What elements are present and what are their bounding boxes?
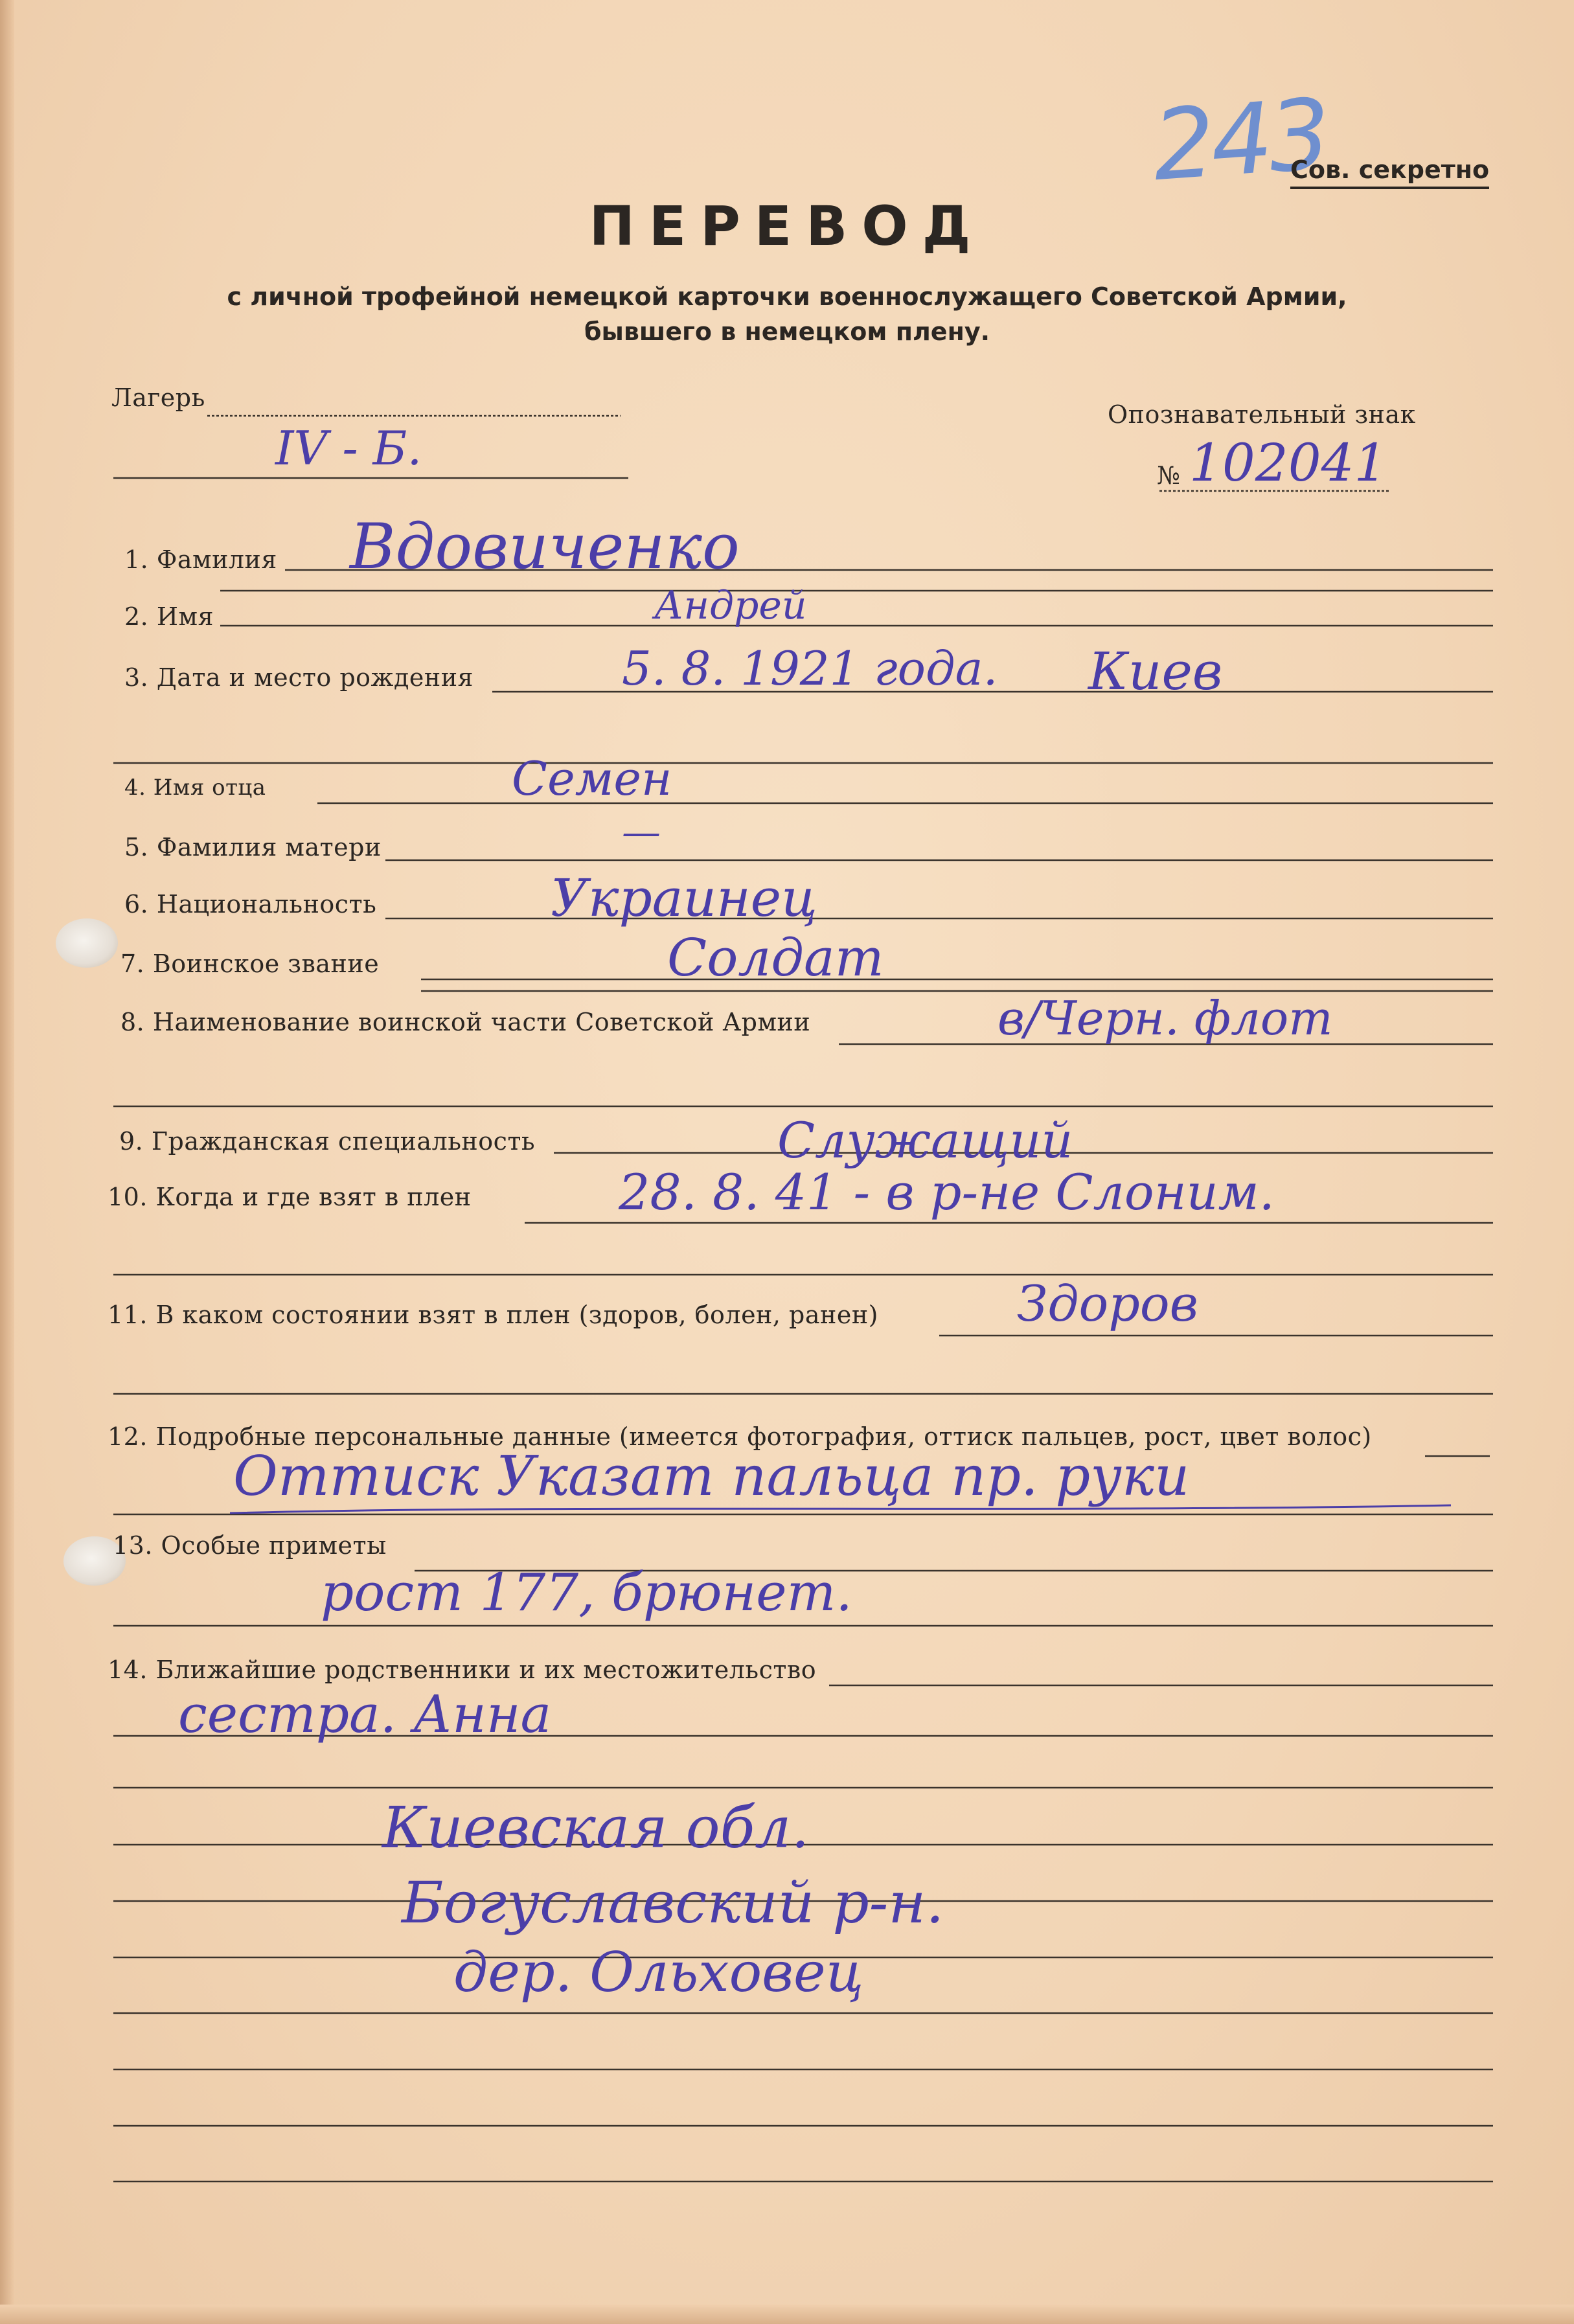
field-label-first-name: 2. Имя <box>124 602 214 631</box>
subtitle-line-2: бывшего в немецком плену. <box>584 317 990 346</box>
value-birth-date: 5. 8. 1921 года. <box>622 641 998 696</box>
field-label-mother-surname: 5. Фамилия матери <box>124 833 382 861</box>
field-label-personal-data: 12. Подробные персональные данные (имеется фотография, оттиск пальцев, рост, цвет волос) <box>108 1422 1372 1451</box>
address-line-2: Богуславский р-н. <box>402 1869 944 1936</box>
field-label-features: 13. Особые приметы <box>113 1531 387 1560</box>
document-title: ПЕРЕВОД <box>589 194 985 258</box>
value-nationality: Украинец <box>551 868 817 928</box>
value-profession: Служащий <box>777 1111 1073 1169</box>
value-condition: Здоров <box>1017 1275 1198 1332</box>
value-birth-place: Киев <box>1088 641 1223 701</box>
value-rank: Солдат <box>667 928 884 988</box>
field-label-nationality: 6. Национальность <box>124 890 377 918</box>
value-first-name: Андрей <box>654 583 807 628</box>
address-line-1: Киевская обл. <box>382 1794 810 1861</box>
field-label-relatives: 14. Ближайшие родственники и их местожительство <box>108 1656 817 1684</box>
value-unit: в/Черн. флот <box>998 991 1333 1045</box>
id-number-prefix: № <box>1157 461 1181 490</box>
field-label-birth: 3. Дата и место рождения <box>124 663 474 692</box>
field-label-condition: 11. В каком состоянии взят в плен (здоров, болен, ранен) <box>108 1301 878 1329</box>
value-surname: Вдовиченко <box>350 510 740 583</box>
id-tag-label: Опознавательный знак <box>1108 400 1416 429</box>
camp-value: IV - Б. <box>275 421 422 475</box>
value-mother-surname: — <box>622 810 661 855</box>
value-captured: 28. 8. 41 - в р-не Слоним. <box>619 1163 1275 1221</box>
field-label-surname: 1. Фамилия <box>124 545 277 574</box>
field-label-unit: 8. Наименование воинской части Советской Армии <box>120 1008 811 1036</box>
id-tag-number: 102041 <box>1189 433 1387 493</box>
camp-label: Лагерь <box>111 383 205 412</box>
field-label-father-name: 4. Имя отца <box>124 775 266 801</box>
value-father-name: Семен <box>512 751 672 806</box>
classification-label: Сов. секретно <box>1290 155 1489 189</box>
field-label-captured: 10. Когда и где взят в плен <box>108 1183 472 1211</box>
subtitle-line-1: с личной трофейной немецкой карточки военнослужащего Советской Армии, <box>227 282 1347 311</box>
archive-number-stamp: 243 <box>1149 78 1331 203</box>
value-relatives: сестра. Анна <box>178 1684 552 1744</box>
address-line-3: дер. Ольховец <box>453 1941 864 2004</box>
field-label-rank: 7. Воинское звание <box>120 950 380 978</box>
value-features: рост 177, брюнет. <box>321 1562 852 1623</box>
field-label-profession: 9. Гражданская специальность <box>119 1127 536 1156</box>
value-personal-data: Оттиск Указат пальца пр. руки <box>233 1444 1190 1508</box>
